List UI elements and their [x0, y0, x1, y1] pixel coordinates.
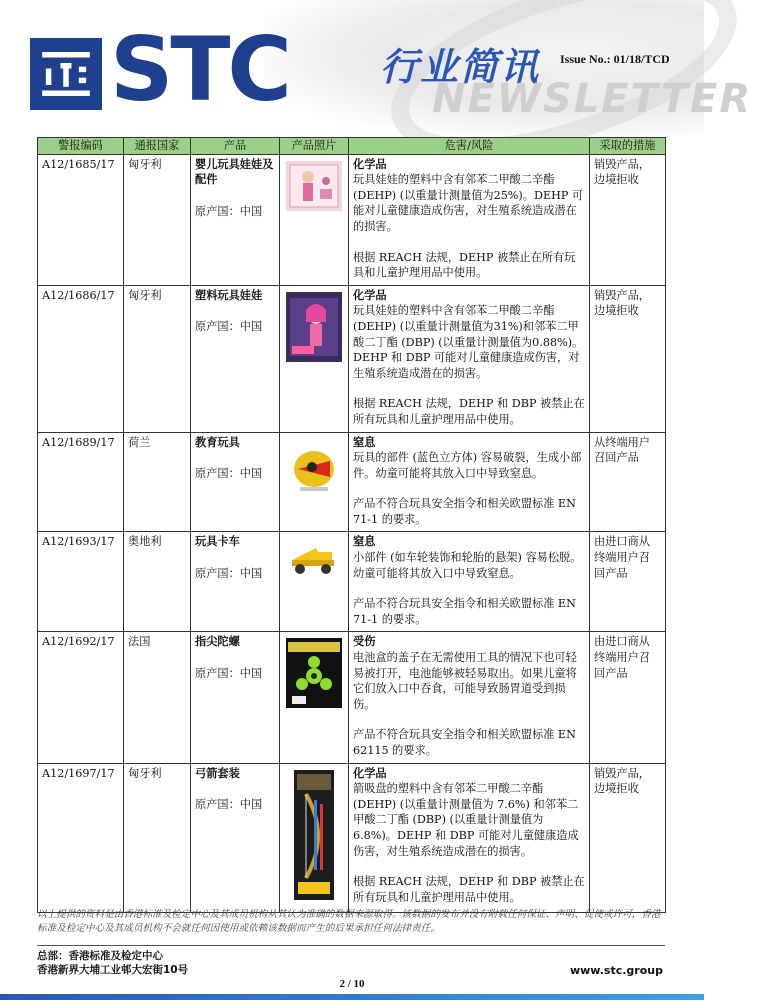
product-origin: 原产国：中国 [195, 320, 263, 334]
col-header-measure: 采取的措施 [590, 138, 666, 155]
logo-text: STC [110, 18, 289, 121]
legal-disclaimer: 以上提供的资料是由香港标准及检定中心及其成员机构从其认为准确的数据来源取得。该数据的发布并没有附载任何保证、声明、促使或许可，香港标准及检定中心及其成员机构不会就任何因使用或依赖该数据而产生的后果承担任何法律责任。 [37, 909, 661, 934]
hazard-type: 化学品 [353, 287, 387, 302]
hazard-cell [349, 285, 590, 432]
alert-code: A12/1697/17 [38, 763, 124, 912]
alert-code: A12/1692/17 [38, 632, 124, 763]
toy-truck-photo [286, 538, 342, 578]
hq-address: 香港新界大埔工业邨大宏街10号 [37, 964, 189, 976]
table-row [38, 285, 666, 432]
product-cell [191, 532, 280, 632]
measure-taken: 销毁产品，边境拒收 [590, 154, 666, 285]
col-header-country: 通报国家 [124, 138, 191, 155]
hazard-type: 窒息 [353, 534, 376, 549]
photo-cell [280, 632, 349, 763]
headquarters-address [37, 949, 188, 977]
hazard-cell [349, 154, 590, 285]
hazard-description: 玩具的部件 (蓝色立方体) 容易破裂，生成小部件。幼童可能将其放入口中导致窒息。 [353, 451, 582, 480]
col-header-photo: 产品照片 [280, 138, 349, 155]
page-number: 2 / 10 [339, 978, 365, 990]
fidget-spinner-photo [286, 638, 342, 708]
col-header-code: 警报编码 [38, 138, 124, 155]
hazard-regulation: 根据 REACH 法规，DEHP 和 DBP 被禁止在所有玩具和儿童护理用品中使用。 [353, 397, 585, 426]
table-row [38, 763, 666, 912]
hazard-description: 箭吸盘的塑料中含有邻苯二甲酸二辛酯 (DEHP) (以重量计测量值为 7.6%) 和邻苯二甲酸二丁酯 (DBP) (以重量计测量值为 6.8%)。DEHP 和 DBP 可能对儿童健康造成伤害，对生殖系统造成潜在的损害。 [353, 782, 579, 858]
alert-code: A12/1685/17 [38, 154, 124, 285]
hq-name: 总部：香港标准及检定中心 [37, 950, 163, 962]
newsletter-header [0, 0, 753, 136]
photo-cell [280, 763, 349, 912]
table-row [38, 432, 666, 532]
measure-taken: 销毁产品，边境拒收 [590, 763, 666, 912]
alert-code: A12/1686/17 [38, 285, 124, 432]
hazard-cell [349, 432, 590, 532]
hazard-type: 化学品 [353, 156, 387, 171]
plastic-doll-photo [286, 292, 342, 362]
footer-divider [37, 945, 665, 946]
hazard-cell [349, 632, 590, 763]
measure-taken: 由进口商从终端用户召回产品 [590, 532, 666, 632]
product-name: 玩具卡车 [195, 534, 240, 549]
hazard-regulation: 产品不符合玩具安全指令和相关欧盟标准 EN 71-1 的要求。 [353, 597, 576, 626]
product-name: 弓箭套装 [195, 765, 240, 780]
product-origin: 原产国：中国 [195, 667, 263, 681]
notifying-country: 匈牙利 [124, 285, 191, 432]
hazard-cell [349, 763, 590, 912]
table-row [38, 632, 666, 763]
table-header-row [38, 138, 666, 155]
doll-accessories-photo [286, 161, 342, 211]
newsletter-title-cn: 行业简讯 [380, 45, 541, 89]
recall-table [37, 137, 666, 913]
product-origin: 原产国：中国 [195, 567, 263, 581]
product-cell [191, 763, 280, 912]
col-header-hazard: 危害/风险 [349, 138, 590, 155]
col-header-product: 产品 [191, 138, 280, 155]
table-row [38, 532, 666, 632]
bottom-accent-bar [0, 994, 704, 1000]
website-link[interactable]: www.stc.group [569, 964, 663, 977]
table-row [38, 154, 666, 285]
notifying-country: 法国 [124, 632, 191, 763]
hazard-type: 窒息 [353, 434, 376, 449]
educational-toy-photo [286, 439, 342, 495]
hazard-description: 玩具娃娃的塑料中含有邻苯二甲酸二辛酯 (DEHP) (以重量计测量值为31%)和邻苯二甲酸二丁酯 (DBP) (以重量计测量值为0.88%)。DEHP 和 DBP 可能对儿童健康造成伤害，对生殖系统造成潜在的损害。 [353, 304, 584, 380]
hazard-regulation: 根据 REACH 法规，DEHP 被禁止在所有玩具和儿童护理用品中使用。 [353, 250, 576, 280]
product-name: 指尖陀螺 [195, 634, 240, 649]
photo-cell [280, 154, 349, 285]
issue-number: Issue No.: 01/18/TCD [560, 52, 670, 66]
notifying-country: 匈牙利 [124, 763, 191, 912]
product-origin: 原产国：中国 [195, 204, 263, 218]
hazard-type: 化学品 [353, 765, 387, 780]
product-cell [191, 285, 280, 432]
product-origin: 原产国：中国 [195, 798, 263, 812]
notifying-country: 荷兰 [124, 432, 191, 532]
bow-arrow-set-photo [294, 770, 334, 900]
alert-code: A12/1689/17 [38, 432, 124, 532]
notifying-country: 匈牙利 [124, 154, 191, 285]
hazard-regulation: 根据 REACH 法规，DEHP 和 DBP 被禁止在所有玩具和儿童护理用品中使用。 [353, 875, 585, 904]
hazard-regulation: 产品不符合玩具安全指令和相关欧盟标准 EN 62115 的要求。 [353, 728, 576, 757]
product-origin: 原产国：中国 [195, 467, 263, 481]
photo-cell [280, 532, 349, 632]
stc-logo-icon [30, 38, 102, 110]
alert-code: A12/1693/17 [38, 532, 124, 632]
product-cell [191, 632, 280, 763]
newsletter-title-en: NEWSLETTER [432, 76, 753, 122]
photo-cell [280, 285, 349, 432]
measure-taken: 销毁产品，边境拒收 [590, 285, 666, 432]
measure-taken: 由进口商从终端用户召回产品 [590, 632, 666, 763]
notifying-country: 奥地利 [124, 532, 191, 632]
product-cell [191, 432, 280, 532]
product-name: 婴儿玩具娃娃及配件 [195, 156, 274, 187]
hazard-type: 受伤 [353, 634, 376, 649]
product-name: 教育玩具 [195, 434, 240, 449]
hazard-description: 玩具娃娃的塑料中含有邻苯二甲酸二辛酯 (DEHP) (以重量计测量值为25%)。DEHP 可能对儿童健康造成伤害，对生殖系统造成潜在的损害。 [353, 173, 584, 233]
hazard-regulation: 产品不符合玩具安全指令和相关欧盟标准 EN 71-1 的要求。 [353, 497, 576, 526]
hazard-description: 小部件 (如车轮装饰和轮胎的悬架) 容易松脱。幼童可能将其放入口中导致窒息。 [353, 551, 582, 580]
product-cell [191, 154, 280, 285]
photo-cell [280, 432, 349, 532]
hazard-cell [349, 532, 590, 632]
product-name: 塑料玩具娃娃 [195, 287, 263, 302]
measure-taken: 从终端用户召回产品 [590, 432, 666, 532]
hazard-description: 电池盒的盖子在无需使用工具的情况下也可轻易被打开，电池能够被轻易取出。如果儿童将它们放入口中吞食，可能导致肠胃道受到损伤。 [353, 651, 577, 711]
